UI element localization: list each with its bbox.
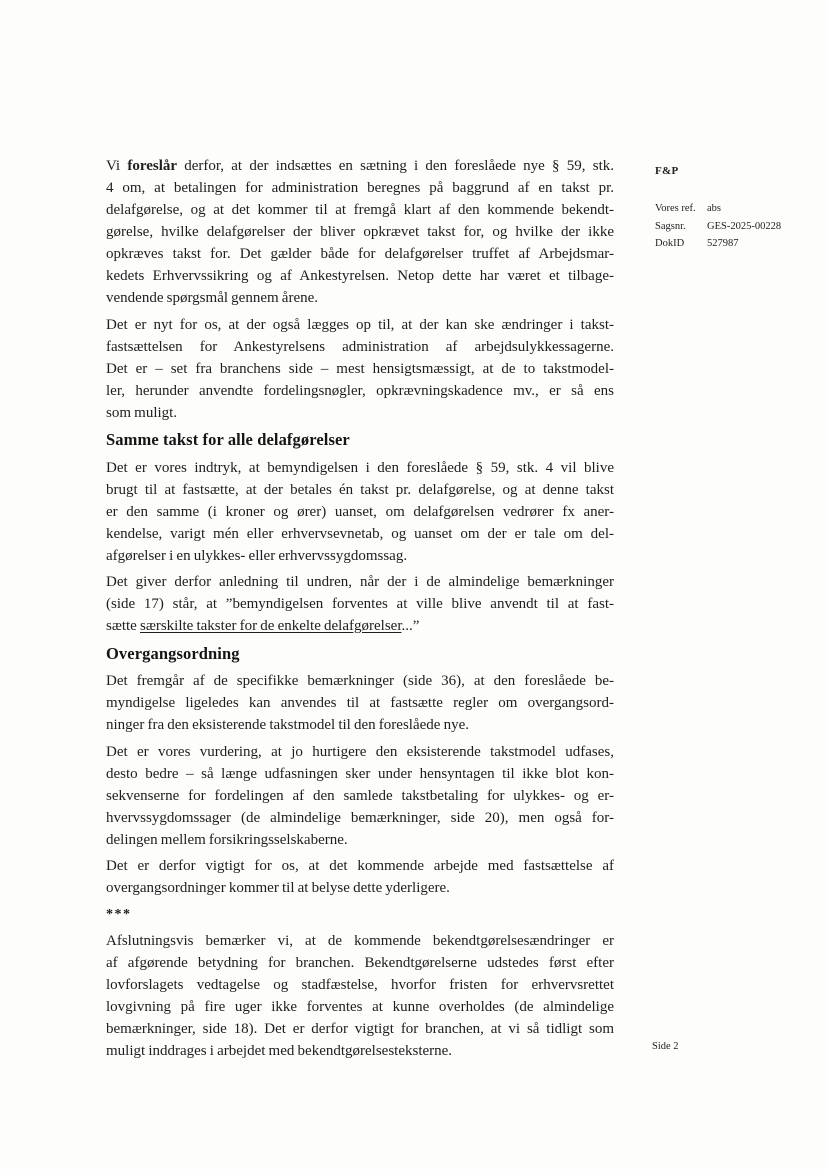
text-line: myndigelse ligeledes kan anvendes til at fastsætte regler om overgangsord- — [106, 695, 614, 711]
paragraph-afslutning — [106, 930, 614, 1062]
text-line: Det er vores vurdering, at jo hurtigere den eksisterende takstmodel udfases, — [106, 743, 614, 760]
text-line: hvervssygdomssager (de almindelige bemærkninger, side 20), men også for- — [106, 809, 614, 826]
bold-text-segment: foreslår — [127, 158, 178, 174]
text-line: (side 17) står, at ”bemyndigelsen forventes at ville blive anvendt til at fast- — [106, 596, 614, 612]
text-line: Det er nyt for os, at der også lægges op til, at der kan ske ændringer i takst- — [106, 316, 614, 333]
paragraph-undren-quote — [106, 571, 614, 637]
text-line: lovgivning på fire uger ikke forventes at kunne overholdes (de almindelige — [106, 999, 614, 1015]
letter-body — [106, 155, 614, 1067]
paragraph-takstfastsaettelse — [106, 314, 614, 424]
reference-value: abs — [707, 203, 721, 214]
text-segment: Vi — [106, 158, 128, 174]
text-line: vendende spørgsmål gennem årene. — [106, 290, 319, 306]
text-line — [106, 615, 614, 637]
asterisk-separator: *** — [106, 906, 132, 922]
section-heading-overgangsordning: Overgangsordning — [106, 643, 240, 663]
text-line: kendelse, varigt mén eller erhvervsevnetab, og uanset om der er tale om del- — [106, 525, 614, 542]
text-line: Det fremgår af de specifikke bemærkninger (side 36), at den foreslåede be- — [106, 673, 614, 689]
text-line: Det giver derfor anledning til undren, når der i de almindelige bemærkninger — [106, 574, 614, 590]
paragraph-vigtigt-belyse — [106, 855, 614, 899]
fp-logo-text: F&P — [655, 165, 679, 177]
text-line: er den samme (i kroner og ører) uanset, om delafgørelsen vedrører fx aner- — [106, 503, 614, 520]
text-line: muligt inddrages i arbejdet med bekendtgørelsesteksterne. — [106, 1043, 453, 1059]
paragraph-indtryk — [106, 457, 614, 567]
text-line: Det er – set fra branchens side – mest hensigtsmæssigt, at de to takstmodel- — [106, 360, 614, 377]
text-line: delingen mellem forsikringsselskaberne. — [106, 831, 348, 848]
text-line: ler, herunder anvendte fordelingsnøgler, opkrævningskadence mv., er så ens — [106, 382, 614, 399]
page-number: Side 2 — [652, 1041, 679, 1052]
paragraph-proposal — [106, 155, 614, 309]
underlined-text-segment: særskilte takster for de enkelte delafgørelser — [140, 618, 402, 634]
reference-value: GES-2025-00228 — [707, 220, 782, 232]
text-line: bemærkninger, side 18). Det er derfor vigtigt for branchen, at vi så tidligt som — [106, 1021, 614, 1037]
text-line: Afslutningsvis bemærker vi, at de kommende bekendtgørelsesændringer er — [106, 933, 614, 949]
text-line: gørelse, hvilke delafgørelser der bliver opkrævet takst for, og hvilke der ikke — [106, 224, 614, 240]
text-line: fastsættelsen for Ankestyrelsens administration af arbejdsulykkessagerne. — [106, 338, 614, 355]
paragraph-vurdering-udfasning — [106, 741, 614, 851]
text-line: Det er derfor vigtigt for os, at det kommende arbejde med fastsættelse af — [106, 858, 614, 874]
text-line: lovforslagets vedtagelse og stadfæstelse, hvorfor fristen for erhvervsrettet — [106, 977, 614, 993]
text-line: sekvenserne for fordelingen af den samlede takstbetaling for ulykkes- og er- — [106, 787, 614, 804]
text-line: brugt til at fastsætte, at der betales én takst pr. delafgørelse, og at denne takst — [106, 481, 614, 498]
text-line: delafgørelse, og at det kommer til at fremgå klart af den kommende bekendt- — [106, 202, 614, 218]
text-line: af afgørende betydning for branchen. Bekendtgørelserne udstedes først efter — [106, 955, 614, 971]
text-segment: sætte — [106, 618, 140, 634]
section-heading-samme-takst: Samme takst for alle delafgørelser — [106, 430, 350, 449]
reference-row-sagsnr — [655, 218, 825, 236]
text-line: ninger fra den eksisterende takstmodel til den foreslåede nye. — [106, 717, 469, 733]
text-line: Det er vores indtryk, at bemyndigelsen i den foreslåede § 59, stk. 4 vil blive — [106, 459, 614, 476]
text-line: kedets Erhvervssikring og af Ankestyrelsen. Netop dette har været et tilbage- — [106, 268, 614, 284]
text-segment: ...” — [401, 618, 420, 634]
reference-row-dokid — [655, 235, 825, 253]
reference-label: Vores ref. — [655, 203, 696, 214]
reference-value: 527987 — [707, 238, 739, 249]
text-line: 4 om, at betalingen for administration beregnes på baggrund af en takst pr. — [106, 180, 614, 196]
reference-row-vores-ref — [655, 200, 825, 218]
text-line — [106, 155, 614, 177]
text-line: overgangsordninger kommer til at belyse dette yderligere. — [106, 880, 450, 896]
reference-label: Sagsnr. — [655, 220, 686, 232]
reference-sidebar — [655, 165, 825, 253]
text-segment: derfor, at der indsættes en sætning i den foreslåede nye § 59, stk. — [177, 158, 614, 174]
text-line: afgørelser i en ulykkes- eller erhvervssygdomssag. — [106, 547, 408, 564]
paragraph-specifikke-bemaerkninger — [106, 670, 614, 736]
text-line: som muligt. — [106, 404, 178, 421]
text-line: desto bedre – så længe udfasningen sker under hensyntagen til ikke blot kon- — [106, 765, 614, 782]
reference-label: DokID — [655, 238, 685, 249]
text-line: opkræves takst for. Det gælder både for delafgørelser truffet af Arbejdsmar- — [106, 246, 614, 262]
